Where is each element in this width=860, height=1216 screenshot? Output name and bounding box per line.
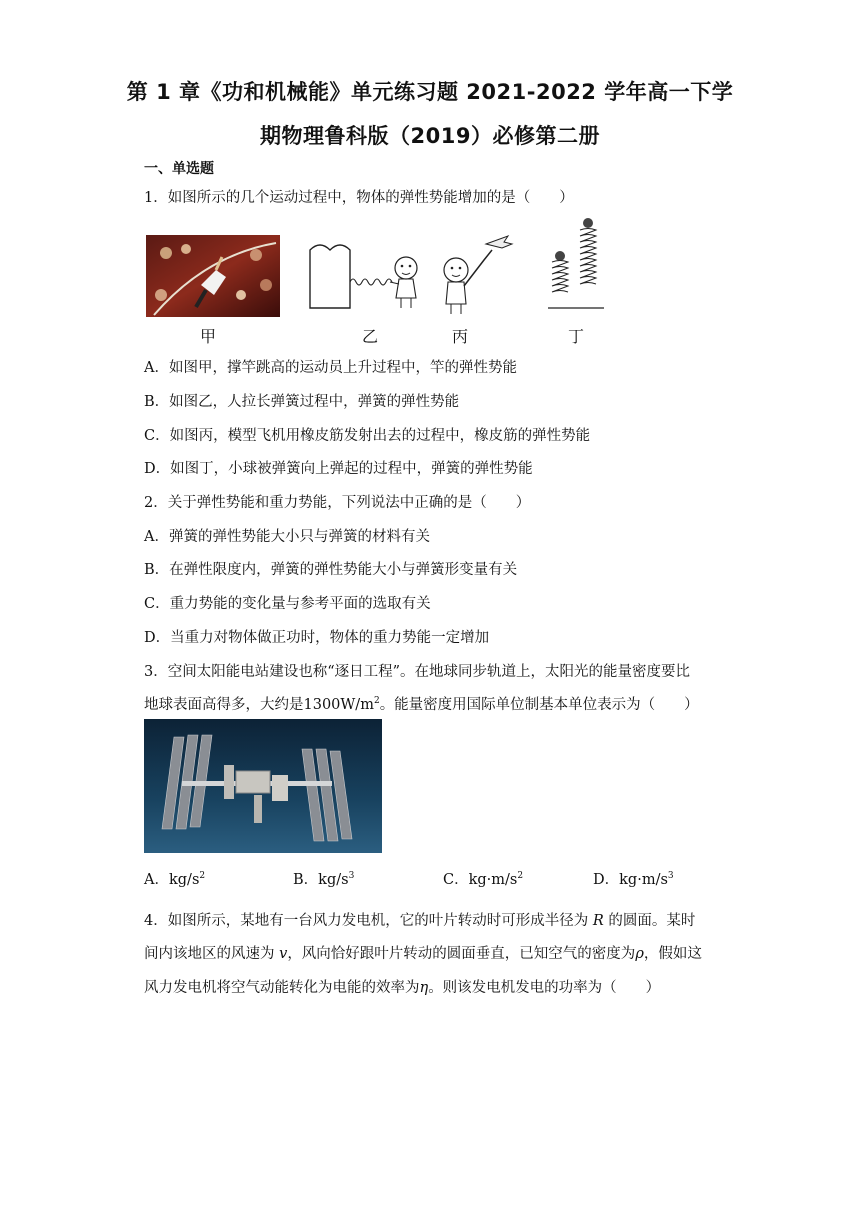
question-3-option-c-exponent: 2 [517,871,524,882]
question-2-option-b: B．在弹性限度内，弹簧的弹性势能大小与弹簧形变量有关 [144,562,518,578]
question-3-option-d-label: D． [593,872,620,888]
question-4-stem-line3 [144,976,660,997]
figure-label-yi: 乙 [362,327,379,346]
space-station-photo [144,719,382,853]
question-3-option-b-unit: kg/s [318,872,349,888]
question-2-stem: 2．关于弹性势能和重力势能，下列说法中正确的是（ ） [144,495,531,511]
section-heading: 一、单选题 [144,161,214,177]
question-4-stem-line2 [144,942,702,963]
question-1-option-d: D．如图丁，小球被弹簧向上弹起的过程中，弹簧的弹性势能 [144,461,533,477]
question-3-option-a-unit: kg/s [168,872,200,888]
question-4-symbol-eta: η [419,980,429,996]
question-3-option-c-unit: kg·m/s [468,872,518,888]
question-3-option-a-label: A． [144,872,169,888]
question-4-text-2b: ，风向恰好跟叶片转动的圆面垂直，已知空气的密度为 [287,946,636,962]
spring-ball-drawing [544,216,614,316]
question-3-option-d-exponent: 3 [667,871,674,882]
question-3-option-a-exponent: 2 [199,871,206,882]
question-4-text-1b: 的圆面。某时 [603,913,696,929]
question-4-text-3a: 风力发电机将空气动能转化为电能的效率为 [144,980,420,996]
question-2-option-a: A．弹簧的弹性势能大小只与弹簧的材料有关 [144,529,430,545]
figure-label-bing: 丙 [452,327,469,346]
question-3-option-b-exponent: 3 [348,871,355,882]
page-title-line1: 第 1 章《功和机械能》单元练习题 2021-2022 学年高一下学 [126,80,734,104]
figure-label-ding: 丁 [568,327,585,346]
question-3-stem-text-a: 地球表面高得多，大约是 [144,697,304,713]
question-4-symbol-rho: ρ [635,946,644,962]
question-3-option-d-unit: kg·m/s [619,872,668,888]
question-1-stem: 1．如图所示的几个运动过程中，物体的弹性势能增加的是（ ） [144,190,574,206]
question-3-option-d [593,868,674,889]
question-3-energy-density: 1300W/m [303,697,374,713]
question-2-option-c: C．重力势能的变化量与参考平面的选取有关 [144,596,431,612]
question-4-text-2a: 间内该地区的风速为 [144,946,280,962]
question-3-option-b [293,868,354,889]
question-4-symbol-v: v [279,946,288,962]
question-4-text-3b: 。则该发电机发电的功率为（ ） [428,980,661,996]
question-3-energy-density-exponent: 2 [373,696,380,707]
question-4-text-2c: ，假如这 [643,946,702,962]
question-4-stem-line1 [144,909,695,930]
question-2-option-d: D．当重力对物体做正功时，物体的重力势能一定增加 [144,630,490,646]
question-3-stem-line2 [144,693,699,714]
spring-pull-drawing [306,232,430,322]
model-plane-drawing [432,232,522,322]
question-3-stem-line1: 3．空间太阳能电站建设也称“逐日工程”。在地球同步轨道上，太阳光的能量密度要比 [144,664,691,680]
question-4-text-1a: 4．如图所示，某地有一台风力发电机，它的叶片转动时可形成半径为 [144,913,593,929]
question-1-option-b: B．如图乙，人拉长弹簧过程中，弹簧的弹性势能 [144,394,460,410]
figure-label-jia: 甲 [200,327,217,346]
question-4-symbol-r: R [592,913,604,929]
question-3-stem-text-b: 。能量密度用国际单位制基本单位表示为（ ） [379,697,699,713]
page-title-line2: 期物理鲁科版（2019）必修第二册 [260,124,600,148]
question-3-option-b-label: B． [293,872,319,888]
question-3-option-c-label: C． [443,872,469,888]
question-1-option-c: C．如图丙，模型飞机用橡皮筋发射出去的过程中，橡皮筋的弹性势能 [144,428,591,444]
question-1-figure [146,232,596,344]
question-1-option-a: A．如图甲，撑竿跳高的运动员上升过程中，竿的弹性势能 [144,360,517,376]
question-3-option-c [443,868,523,889]
pole-vault-photo [146,235,280,317]
question-3-option-a [144,868,205,889]
